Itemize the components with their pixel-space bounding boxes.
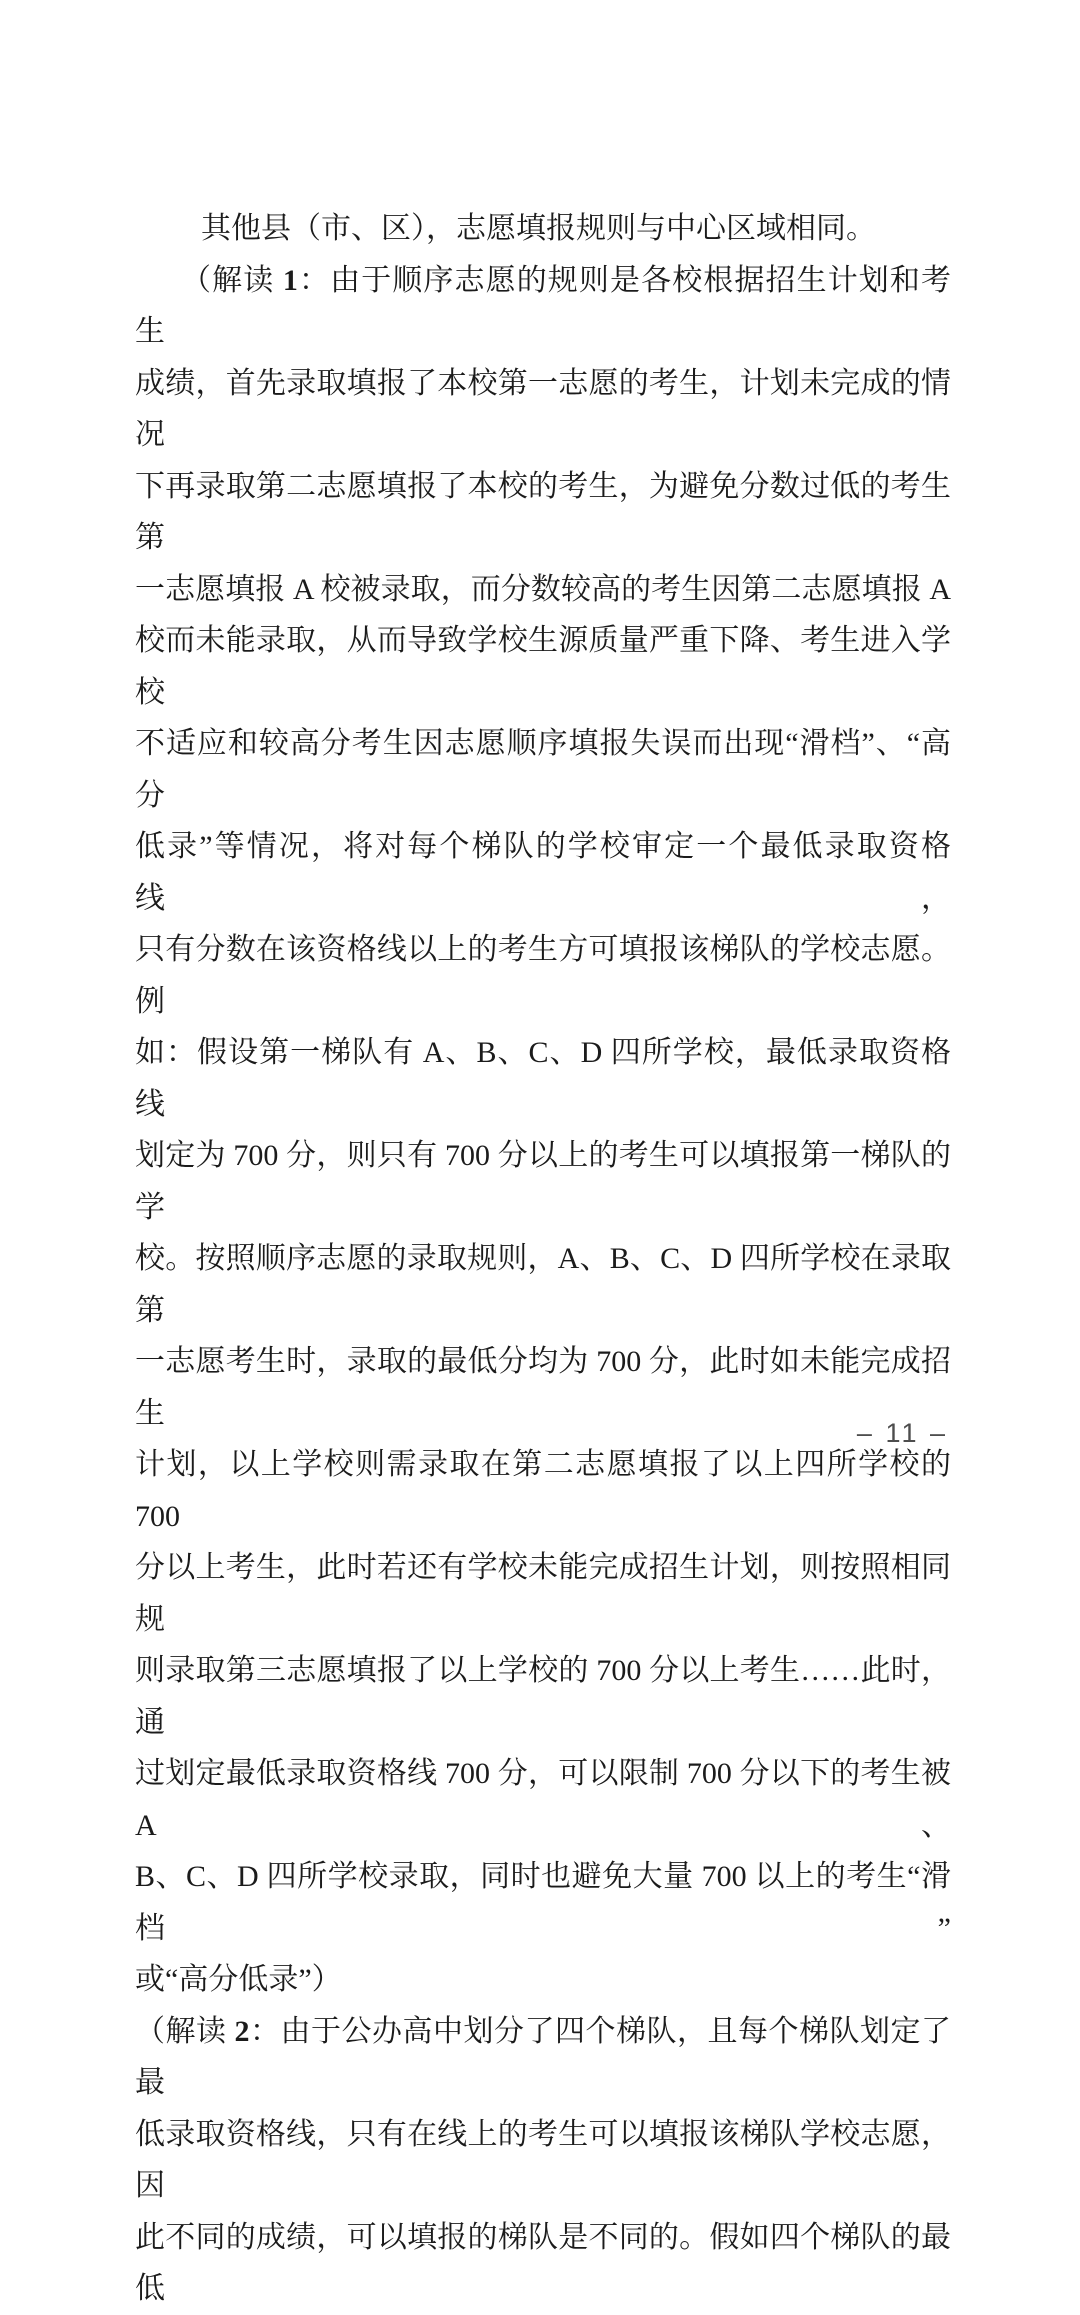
bold-text-segment: 2 — [234, 2014, 250, 2048]
text-line — [135, 615, 951, 718]
text-segment: 计划，以上学校则需录取在第二志愿填报了以上四所学校的 700 — [135, 1448, 951, 1533]
text-line — [135, 358, 951, 461]
text-line — [135, 1954, 951, 2006]
text-segment: 低录取资格线，只有在线上的考生可以填报该梯队学校志愿，因 — [135, 2117, 951, 2202]
text-segment: 过划定最低录取资格线 700 分，可以限制 700 分以下的考生被 A、 — [135, 1757, 951, 1842]
text-segment: 低录”等情况，将对每个梯队的学校审定一个最低录取资格线， — [135, 830, 951, 915]
text-segment: 一志愿填报 A 校被录取，而分数较高的考生因第二志愿填报 A — [135, 572, 951, 606]
text-segment: 则录取第三志愿填报了以上学校的 700 分以上考生……此时，通 — [135, 1654, 951, 1739]
text-line — [135, 1130, 951, 1233]
text-segment: ：由于顺序志愿的规则是各校根据招生计划和考生 — [135, 263, 952, 348]
text-segment: 或“高分低录”） — [135, 1963, 342, 1996]
text-segment: 分以上考生，此时若还有学校未能完成招生计划，则按照相同规 — [135, 1551, 951, 1636]
text-segment: （解读 — [181, 263, 283, 297]
text-segment: 划定为 700 分，则只有 700 分以上的考生可以填报第一梯队的学 — [135, 1139, 951, 1224]
text-line — [135, 1851, 951, 1954]
text-line — [135, 2109, 951, 2212]
text-line — [135, 255, 951, 358]
text-segment: （解读 — [135, 2014, 235, 2048]
text-line — [135, 718, 951, 821]
text-segment: ：由于公办高中划分了四个梯队，且每个梯队划定了最 — [135, 2014, 951, 2099]
text-line — [135, 821, 951, 924]
text-line — [135, 2006, 951, 2109]
text-line — [135, 1336, 951, 1439]
text-segment: 校。按照顺序志愿的录取规则，A、B、C、D 四所学校在录取第 — [135, 1242, 951, 1327]
text-segment: B、C、D 四所学校录取，同时也避免大量 700 以上的考生“滑档” — [135, 1860, 951, 1945]
text-segment: 如：假设第一梯队有 A、B、C、D 四所学校，最低录取资格线 — [135, 1036, 951, 1121]
text-line — [135, 1027, 951, 1130]
text-line — [135, 924, 951, 1027]
text-segment: 下再录取第二志愿填报了本校的考生，为避免分数过低的考生第 — [135, 469, 951, 554]
text-segment: 此不同的成绩，可以填报的梯队是不同的。假如四个梯队的最低 — [135, 2220, 951, 2305]
text-segment: 其他县（市、区），志愿填报规则与中心区域相同。 — [201, 212, 876, 245]
text-line — [135, 1542, 951, 1645]
text-segment: 成绩，首先录取填报了本校第一志愿的考生，计划未完成的情况 — [135, 366, 951, 451]
text-line — [135, 203, 951, 255]
text-line — [135, 1233, 951, 1336]
document-body — [135, 203, 951, 2315]
text-line — [135, 564, 951, 616]
text-line — [135, 461, 951, 564]
text-line — [135, 1645, 951, 1748]
text-segment: 不适应和较高分考生因志愿顺序填报失误而出现“滑档”、“高分 — [135, 727, 951, 812]
text-segment: 校而未能录取，从而导致学校生源质量严重下降、考生进入学校 — [135, 624, 951, 709]
text-line — [135, 1748, 951, 1851]
page-number: – 11 – — [856, 1418, 948, 1448]
text-segment: 只有分数在该资格线以上的考生方可填报该梯队的学校志愿。例 — [135, 933, 951, 1018]
bold-text-segment: 1 — [282, 263, 298, 297]
text-segment: 一志愿考生时，录取的最低分均为 700 分，此时如未能完成招生 — [135, 1345, 951, 1430]
text-line — [135, 2212, 951, 2315]
